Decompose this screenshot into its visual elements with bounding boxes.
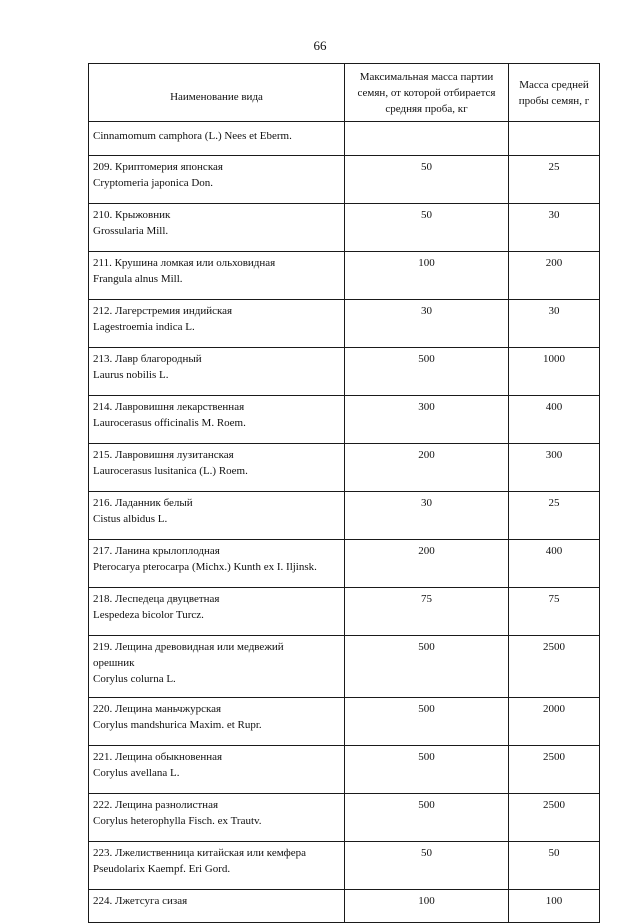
max-batch-mass-cell: 30 xyxy=(345,300,509,348)
species-latin-name: Laurocerasus lusitanica (L.) Roem. xyxy=(93,465,248,477)
max-batch-mass-cell: 50 xyxy=(345,842,509,890)
header-sample-line: пробы семян, г xyxy=(518,94,590,107)
species-name-cell xyxy=(89,252,345,300)
table-row xyxy=(89,396,600,444)
sample-mass-cell: 2500 xyxy=(509,636,600,698)
species-latin-name: Lagestroemia indica L. xyxy=(93,321,195,333)
max-batch-mass-cell: 100 xyxy=(345,252,509,300)
table-row xyxy=(89,588,600,636)
species-name-line: 215. Лавровишня лузитанская xyxy=(93,449,234,461)
species-latin-name: Laurocerasus officinalis M. Roem. xyxy=(93,417,246,429)
table-row xyxy=(89,204,600,252)
max-batch-mass-cell: 300 xyxy=(345,396,509,444)
sample-mass-cell: 50 xyxy=(509,842,600,890)
max-batch-mass-cell: 500 xyxy=(345,794,509,842)
species-name-cell xyxy=(89,204,345,252)
species-name-line: 212. Лагерстремия индийская xyxy=(93,305,233,317)
species-name-cell xyxy=(89,698,345,746)
table-row xyxy=(89,636,600,698)
max-batch-mass-cell: 200 xyxy=(345,444,509,492)
species-latin-name: Pterocarya pterocarpa (Michx.) Kunth ex I. Iljinsk. xyxy=(93,561,317,573)
sample-mass-cell: 200 xyxy=(509,252,600,300)
species-name-line: 220. Лещина маньчжурская xyxy=(93,703,222,715)
max-batch-mass-cell: 100 xyxy=(345,890,509,923)
table-row xyxy=(89,348,600,396)
table-row xyxy=(89,698,600,746)
sample-mass-cell: 400 xyxy=(509,540,600,588)
max-batch-mass-cell: 200 xyxy=(345,540,509,588)
page-number: 66 xyxy=(313,38,327,53)
species-name-line: 209. Криптомерия японская xyxy=(93,161,223,173)
max-batch-mass-cell: 500 xyxy=(345,348,509,396)
table-row-continued xyxy=(89,122,600,156)
species-name-cell xyxy=(89,156,345,204)
species-name-line: орешник xyxy=(93,657,135,669)
max-batch-mass-cell: 500 xyxy=(345,746,509,794)
table-row xyxy=(89,746,600,794)
species-latin-name: Corylus colurna L. xyxy=(93,673,176,685)
header-max-batch-mass xyxy=(345,64,509,122)
sample-mass-cell: 25 xyxy=(509,492,600,540)
species-name-line: 221. Лещина обыкновенная xyxy=(93,751,223,763)
continued-sample-cell xyxy=(509,122,600,156)
table-header-row xyxy=(89,64,600,122)
sample-mass-cell: 2500 xyxy=(509,746,600,794)
table-row xyxy=(89,890,600,923)
species-latin-name: Corylus mandshurica Maxim. et Rupr. xyxy=(93,719,262,731)
sample-mass-cell: 2500 xyxy=(509,794,600,842)
species-latin-name: Grossularia Mill. xyxy=(93,225,169,237)
sample-mass-cell: 100 xyxy=(509,890,600,923)
species-latin-name: Corylus avellana L. xyxy=(93,767,180,779)
continued-species-name: Cinnamomum camphora (L.) Nees et Eberm. xyxy=(89,122,345,156)
species-name-cell xyxy=(89,492,345,540)
species-name-cell xyxy=(89,890,345,923)
max-batch-mass-cell: 500 xyxy=(345,636,509,698)
header-batch-line: Максимальная масса партии xyxy=(359,70,494,83)
species-name-cell xyxy=(89,794,345,842)
sample-mass-cell: 400 xyxy=(509,396,600,444)
sample-mass-cell: 75 xyxy=(509,588,600,636)
species-latin-name: Cistus albidus L. xyxy=(93,513,168,525)
sample-mass-cell: 30 xyxy=(509,204,600,252)
seed-mass-table xyxy=(88,63,600,923)
species-latin-name: Laurus nobilis L. xyxy=(93,369,169,381)
table-row xyxy=(89,300,600,348)
species-name-line: 210. Крыжовник xyxy=(93,209,171,221)
species-name-cell xyxy=(89,842,345,890)
table-row xyxy=(89,794,600,842)
max-batch-mass-cell: 30 xyxy=(345,492,509,540)
table-row xyxy=(89,492,600,540)
species-name-line: 217. Ланина крылоплодная xyxy=(93,545,220,557)
species-name-line: 224. Лжетсуга сизая xyxy=(93,895,188,907)
species-latin-name: Pseudolarix Kaempf. Eri Gord. xyxy=(93,863,231,875)
species-name-cell xyxy=(89,444,345,492)
table-row xyxy=(89,156,600,204)
sample-mass-cell: 2000 xyxy=(509,698,600,746)
species-name-cell xyxy=(89,588,345,636)
header-batch-line: средняя проба, кг xyxy=(385,102,468,115)
species-name-line: 223. Лжелиственница китайская или кемфера xyxy=(93,847,307,859)
max-batch-mass-cell: 500 xyxy=(345,698,509,746)
max-batch-mass-cell: 75 xyxy=(345,588,509,636)
species-name-cell xyxy=(89,746,345,794)
header-batch-line: семян, от которой отбирается xyxy=(357,86,496,99)
sample-mass-cell: 30 xyxy=(509,300,600,348)
species-latin-name: Frangula alnus Mill. xyxy=(93,273,183,285)
sample-mass-cell: 300 xyxy=(509,444,600,492)
continued-batch-cell xyxy=(345,122,509,156)
table-row xyxy=(89,252,600,300)
species-name-line: 218. Леспедеца двуцветная xyxy=(93,593,220,605)
species-name-cell xyxy=(89,636,345,698)
species-latin-name: Corylus heterophylla Fisch. ex Trautv. xyxy=(93,815,262,827)
species-name-line: 211. Крушина ломкая или ольховидная xyxy=(93,257,276,269)
species-latin-name: Cryptomeria japonica Don. xyxy=(93,177,214,189)
header-sample-line: Масса средней xyxy=(519,78,589,91)
species-name-line: 219. Лещина древовидная или медвежий xyxy=(93,641,284,653)
max-batch-mass-cell: 50 xyxy=(345,156,509,204)
table-row xyxy=(89,842,600,890)
sample-mass-cell: 25 xyxy=(509,156,600,204)
sample-mass-cell: 1000 xyxy=(509,348,600,396)
table-row xyxy=(89,540,600,588)
species-name-line: 216. Ладанник белый xyxy=(93,497,193,509)
species-name-line: 214. Лавровишня лекарственная xyxy=(93,401,245,413)
species-name-cell xyxy=(89,348,345,396)
species-latin-name: Lespedeza bicolor Turcz. xyxy=(93,609,204,621)
species-name-cell xyxy=(89,540,345,588)
max-batch-mass-cell: 50 xyxy=(345,204,509,252)
header-species-name: Наименование вида xyxy=(89,64,345,122)
species-name-line: 222. Лещина разнолистная xyxy=(93,799,219,811)
header-sample-mass xyxy=(509,64,600,122)
species-name-cell xyxy=(89,300,345,348)
species-name-cell xyxy=(89,396,345,444)
table-row xyxy=(89,444,600,492)
species-name-line: 213. Лавр благородный xyxy=(93,353,202,365)
